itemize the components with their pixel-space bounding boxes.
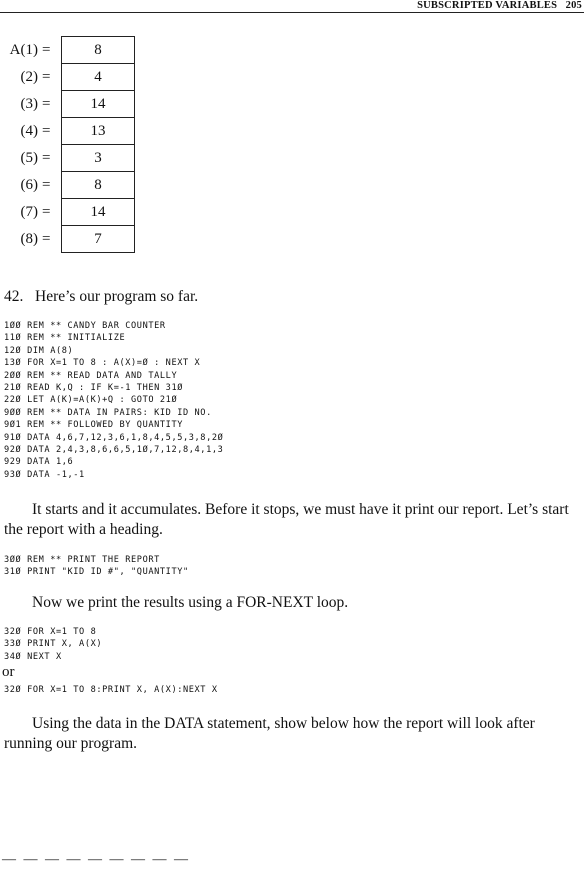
program-line: 929 DATA 1,6 — [4, 457, 74, 468]
paragraph-loop: Now we print the results using a FOR-NEXT loop. — [32, 594, 349, 611]
program-line: 91Ø DATA 4,6,7,12,3,6,1,8,4,5,5,3,8,2Ø — [4, 432, 224, 443]
program-line: 21Ø READ K,Q : IF K=-1 THEN 31Ø — [4, 383, 183, 394]
array-cell: 8 — [61, 171, 135, 198]
equals-sign: = — [42, 96, 51, 112]
step-number: 42. — [4, 288, 24, 305]
array-cell: 14 — [61, 198, 135, 225]
program-line: 1ØØ REM ** CANDY BAR COUNTER — [4, 321, 166, 331]
heading-code — [4, 554, 189, 579]
program-line: 11Ø REM ** INITIALIZE — [4, 333, 126, 344]
running-header — [0, 0, 584, 14]
array-index-label: A(1) — [9, 42, 38, 58]
array-cell: 3 — [61, 144, 135, 171]
array-index-label: (5) — [20, 150, 38, 166]
array-index-label: (4) — [20, 123, 38, 139]
header-rule — [0, 12, 584, 13]
equals-sign: = — [42, 231, 51, 247]
header-title: SUBSCRIPTED VARIABLES 205 — [417, 0, 582, 11]
paragraph-heading: It starts and it accumulates. Before it stops, we must have it print our report. Let’s start the report with a heading. — [4, 501, 569, 538]
array-index-label: (8) — [20, 231, 38, 247]
array-cell: 13 — [61, 117, 135, 144]
equals-sign: = — [42, 42, 51, 58]
equals-sign: = — [42, 69, 51, 85]
paragraph-instructions: Using the data in the DATA statement, show below how the report will look after running our program. — [4, 715, 535, 752]
step-42 — [4, 287, 580, 307]
loop-code — [4, 626, 102, 663]
array-cell: 8 — [61, 36, 135, 63]
code-line: 3ØØ REM ** PRINT THE REPORT — [4, 555, 160, 565]
program-line: 13Ø FOR X=1 TO 8 : A(X)=Ø : NEXT X — [4, 358, 201, 369]
equals-sign: = — [42, 204, 51, 220]
program-listing — [4, 320, 223, 481]
single-line-code: 32Ø FOR X=1 TO 8:PRINT X, A(X):NEXT X — [4, 685, 218, 695]
array-index-label: (6) — [20, 177, 38, 193]
code-line: 32Ø FOR X=1 TO 8 — [4, 627, 97, 637]
equals-sign: = — [42, 177, 51, 193]
array-index-label: (3) — [20, 96, 38, 112]
or-text: or — [2, 664, 15, 680]
array-index-label: (7) — [20, 204, 38, 220]
program-line: 9Ø1 REM ** FOLLOWED BY QUANTITY — [4, 420, 183, 431]
program-line: 12Ø DIM A(8) — [4, 345, 74, 356]
equals-sign: = — [42, 123, 51, 139]
program-line: 92Ø DATA 2,4,3,8,6,6,5,1Ø,7,12,8,4,1,3 — [4, 445, 224, 456]
array-cell: 7 — [61, 225, 135, 253]
page-number: 205 — [565, 0, 582, 11]
code-line: 34Ø NEXT X — [4, 651, 62, 662]
equals-sign: = — [42, 150, 51, 166]
program-line: 2ØØ REM ** READ DATA AND TALLY — [4, 370, 178, 381]
code-line: 31Ø PRINT "KID ID #", "QUANTITY" — [4, 567, 189, 578]
array-cell: 14 — [61, 90, 135, 117]
answer-blank-line: — — — — — — — — — — [2, 852, 190, 867]
program-line: 22Ø LET A(K)=A(K)+Q : GOTO 21Ø — [4, 395, 178, 406]
array-index-label: (2) — [20, 69, 38, 85]
code-line: 33Ø PRINT X, A(X) — [4, 639, 103, 650]
program-line: 93Ø DATA -1,-1 — [4, 469, 85, 480]
step-text: Here’s our program so far. — [35, 288, 199, 305]
array-cell: 4 — [61, 63, 135, 90]
program-line: 9ØØ REM ** DATA IN PAIRS: KID ID NO. — [4, 407, 212, 418]
